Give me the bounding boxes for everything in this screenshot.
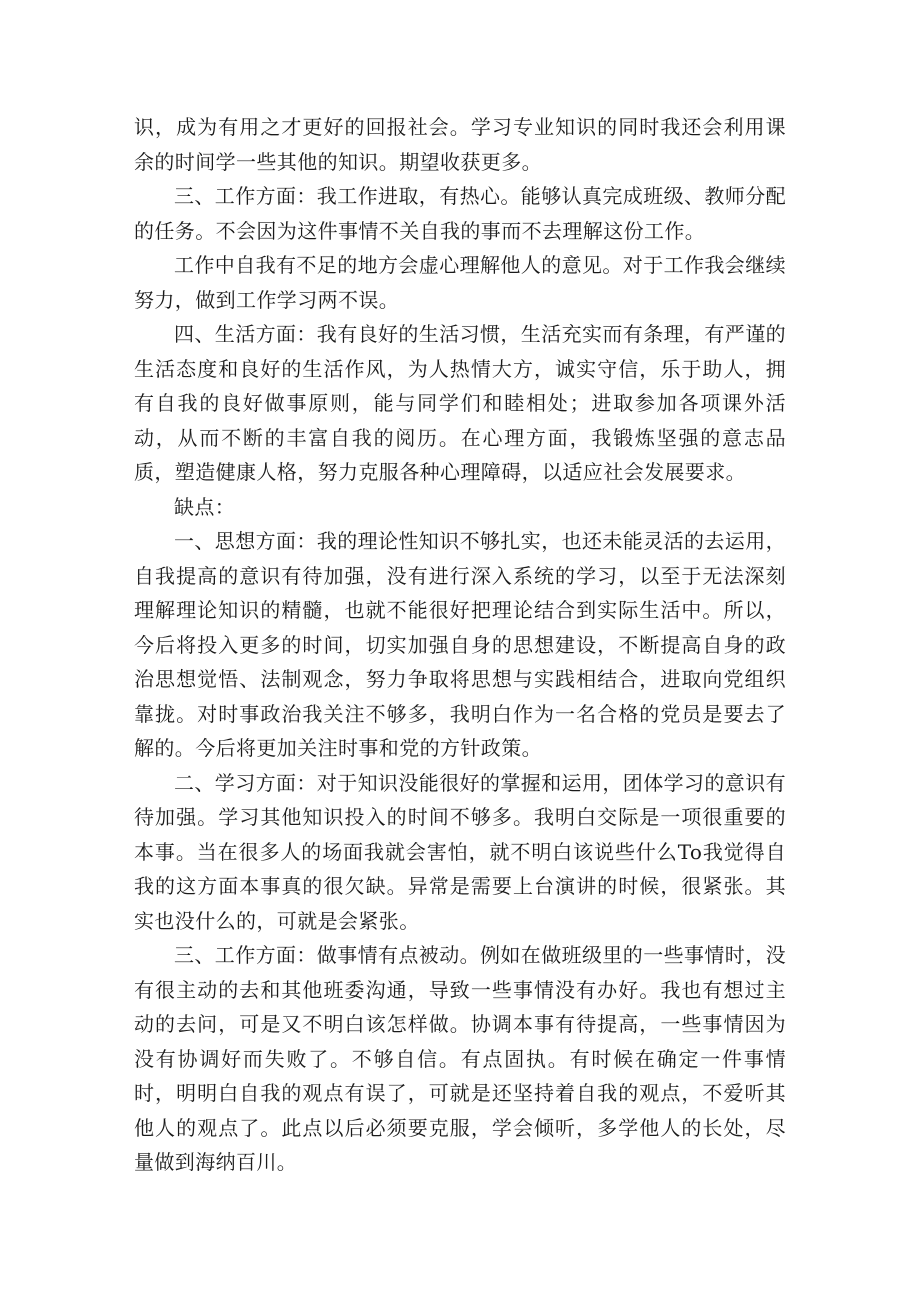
paragraph-work-improvement: 工作中自我有不足的地方会虚心理解他人的意见。对于工作我会继续努力，做到工作学习两不误。 (134, 253, 786, 312)
paragraph-life-strength: 四、生活方面：我有良好的生活习惯，生活充实而有条理，有严谨的生活态度和良好的生活作风，为人热情大方，诚实守信，乐于助人，拥有自我的良好做事原则，能与同学们和睦相处；进取参加各项课外活动，从而不断的丰富自我的阅历。在心理方面，我锻炼坚强的意志品质，塑造健康人格，努力克服各种心理障碍，以适应社会发展要求。 (134, 322, 786, 484)
document-body (134, 110, 786, 1180)
paragraph-study-weakness: 二、学习方面：对于知识没能很好的掌握和运用，团体学习的意识有待加强。学习其他知识投入的时间不够多。我明白交际是一项很重要的本事。当在很多人的场面我就会害怕，就不明白该说些什么To我觉得自我的这方面本事真的很欠缺。异常是需要上台演讲的时候，很紧张。其实也没什么的，可就是会紧张。 (134, 770, 786, 933)
paragraph-continuation: 识，成为有用之才更好的回报社会。学习专业知识的同时我还会利用课余的时间学一些其他的知识。期望收获更多。 (134, 115, 786, 174)
paragraph-work-strength: 三、工作方面：我工作进取，有热心。能够认真完成班级、教师分配的任务。不会因为这件事情不关自我的事而不去理解这份工作。 (134, 184, 786, 243)
paragraph-thought-weakness: 一、思想方面：我的理论性知识不够扎实，也还未能灵活的去运用，自我提高的意识有待加强，没有进行深入系统的学习，以至于无法深刻理解理论知识的精髓，也就不能很好把理论结合到实际生活中。所以，今后将投入更多的时间，切实加强自身的思想建设，不断提高自身的政治思想觉悟、法制观念，努力争取将思想与实践相结合，进取向党组织靠拢。对时事政治我关注不够多，我明白作为一名合格的党员是要去了解的。今后将更加关注时事和党的方针政策。 (134, 529, 786, 760)
paragraph-work-weakness: 三、工作方面：做事情有点被动。例如在做班级里的一些事情时，没有很主动的去和其他班委沟通，导致一些事情没有办好。我也有想过主动的去问，可是又不明白该怎样做。协调本事有待提高，一些事情因为没有协调好而失败了。不够自信。有点固执。有时候在确定一件事情时，明明白自我的观点有误了，可就是还坚持着自我的观点，不爱听其他人的观点了。此点以后必须要克服，学会倾听，多学他人的长处，尽量做到海纳百川。 (134, 943, 786, 1174)
section-heading-shortcomings: 缺点： (174, 494, 236, 519)
